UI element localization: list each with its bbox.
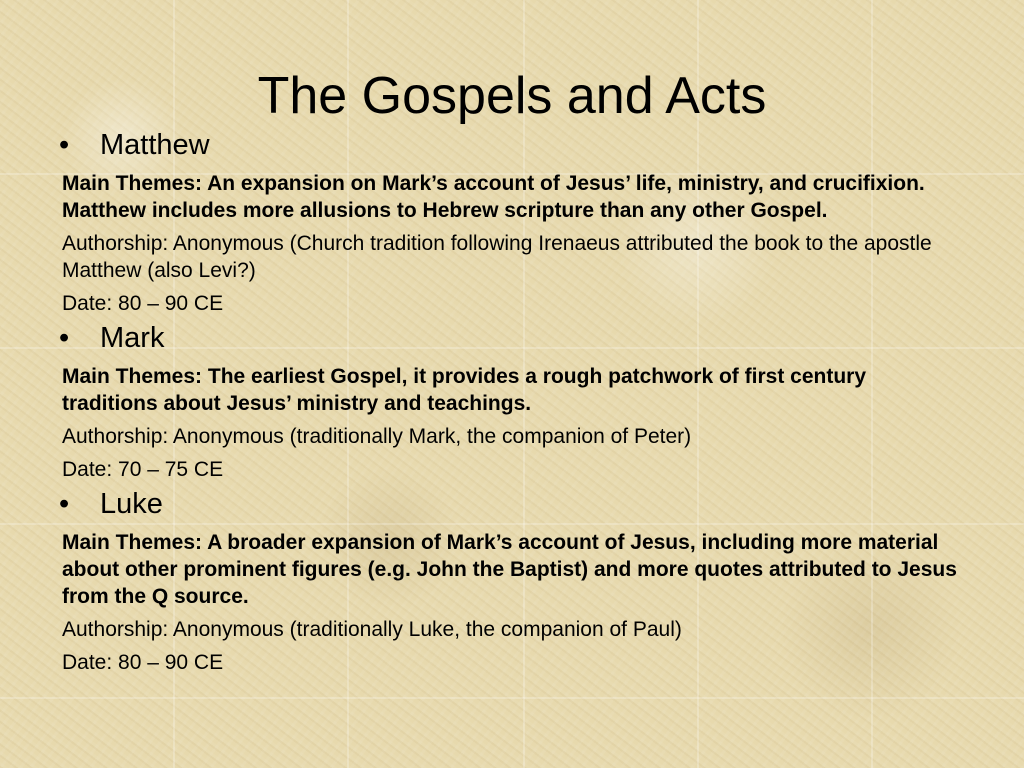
bullet-label: Matthew [100, 129, 210, 161]
bullet-dot-icon: • [59, 488, 70, 520]
date-text: Date: 80 – 90 CE [62, 651, 224, 674]
section-luke [59, 487, 962, 676]
bullet-label: Mark [100, 322, 165, 354]
date-text: Date: 80 – 90 CE [62, 292, 224, 315]
main-themes-text: Main Themes: An expansion on Mark’s account of Jesus’ life, ministry, and crucifixion. Matthew includes more allusions to Hebrew scripture than any other Gospel. [62, 172, 925, 222]
slide-content [59, 128, 962, 676]
bullet-label: Luke [100, 488, 163, 520]
section-matthew [59, 128, 962, 317]
section-mark [59, 321, 962, 483]
authorship-text: Authorship: Anonymous (traditionally Mark, the companion of Peter) [62, 425, 692, 448]
bullet-dot-icon: • [59, 322, 70, 354]
slide-title: The Gospels and Acts [257, 67, 767, 125]
bullet-dot-icon: • [59, 129, 70, 161]
main-themes-text: Main Themes: A broader expansion of Mark’s account of Jesus, including more material about other prominent figures (e.g. John the Baptist) and more quotes attributed to Jesus from the Q source. [62, 531, 957, 608]
authorship-text: Authorship: Anonymous (Church tradition following Irenaeus attributed the book to the apostle Matthew (also Levi?) [62, 232, 932, 282]
authorship-text: Authorship: Anonymous (traditionally Luke, the companion of Paul) [62, 618, 682, 641]
bullet-luke [59, 487, 962, 521]
date-text: Date: 70 – 75 CE [62, 458, 224, 481]
bullet-matthew [59, 128, 962, 162]
bullet-mark [59, 321, 962, 355]
main-themes-text: Main Themes: The earliest Gospel, it provides a rough patchwork of first century traditions about Jesus’ ministry and teachings. [62, 365, 866, 415]
